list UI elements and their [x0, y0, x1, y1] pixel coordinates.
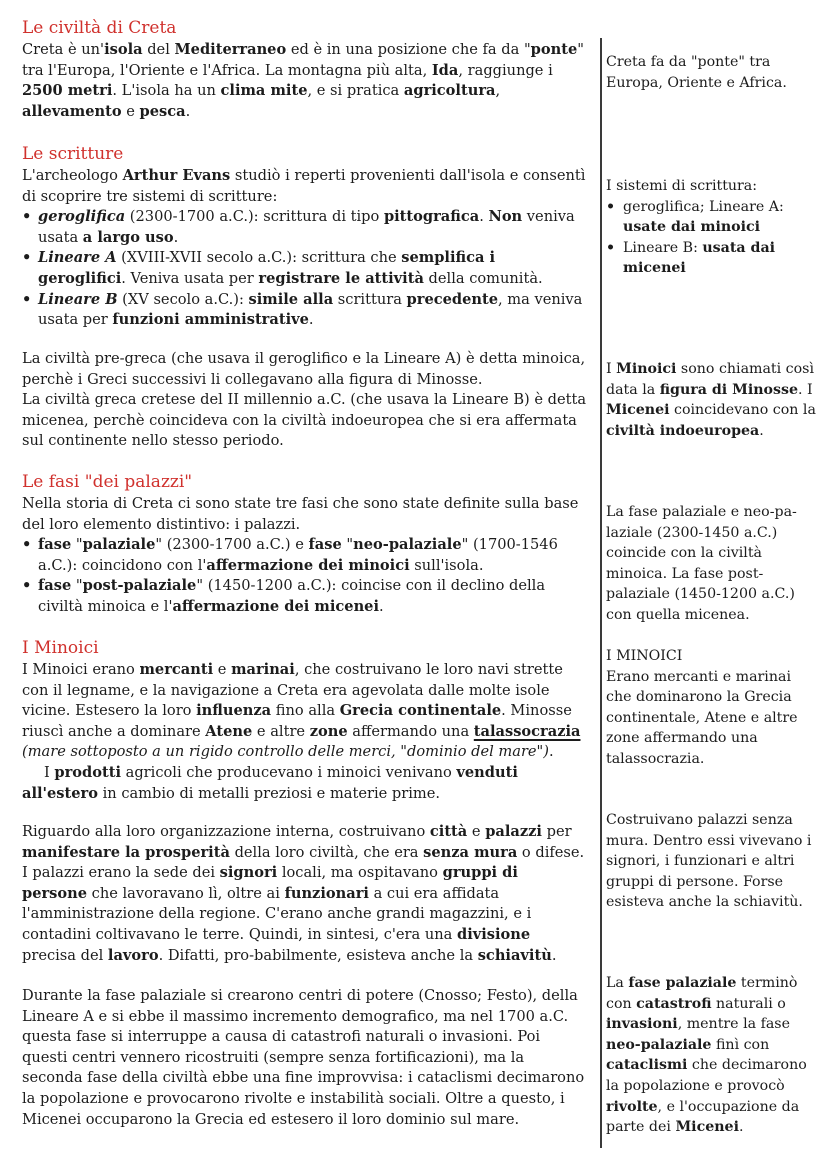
- bold-text: rivolte: [606, 1098, 658, 1115]
- section-fase-palaziale: [22, 986, 587, 1130]
- bold-italic-text: Lineare A: [38, 249, 117, 267]
- heading-minoici: I Minoici: [22, 638, 99, 658]
- bold-text: signori: [219, 864, 278, 882]
- bold-italic-text: Lineare B: [38, 290, 118, 308]
- column-divider: [600, 38, 602, 1148]
- fasi-intro: Nella storia di Creta ci sono state tre fasi che sono state definite sulla base del loro elemento distintivo: i palazzi.: [22, 495, 579, 533]
- bold-text: città: [429, 823, 468, 840]
- bold-text: manifestare la prosperità: [22, 843, 230, 861]
- bold-text: agricoltura: [403, 82, 496, 100]
- bold-text: neo-palaziale: [606, 1036, 712, 1053]
- bold-text: schiavitù: [477, 946, 552, 964]
- minoici-paragraph-4: Durante la fase palaziale si crearono centri di potere (Cnosso; Festo), della Lineare A e si ebbe il massimo incremento demografico, ma nel 1700 a.C. questa fase si interruppe a causa di catastrofi naturali o invasioni. Poi questi centri vennero ricostruiti (sempre senza fortificazioni), ma la seconda fase della civiltà ebbe una fine improvvisa: i cataclismi decimarono la popolazione e provocarono rivolte e instabilità sociali. Oltre a questo, i Micenei occuparono la Grecia ed estesero il loro dominio sul mare.: [22, 987, 585, 1128]
- side-note-text: La fase palaziale e neo-pa-laziale (2300-1450 a.C.) coincide con la civiltà minoica. La fase post-palaziale (1450-1200 a.C.) con quella micenea.: [606, 504, 797, 623]
- list-item-fase-palaziale: • fase "palaziale" (2300-1700 a.C.) e fase "neo-palaziale" (1700-1546 a.C.): coincidono con l'affermazione dei minoici sull'isola.: [22, 535, 587, 576]
- bold-text: simile alla: [248, 290, 334, 308]
- bold-text: civiltà indoeuropea: [606, 422, 760, 439]
- side-note-text: Creta fa da "ponte" tra Europa, Oriente e Africa.: [606, 54, 787, 91]
- bold-text: affermazione dei micenei: [172, 597, 380, 615]
- bold-text: funzionari: [284, 884, 369, 902]
- side-note-fasi: [606, 502, 818, 626]
- section-civilta: [22, 349, 587, 452]
- bold-text: usate dai minoici: [623, 219, 761, 236]
- bold-text: gruppi di persone: [22, 864, 518, 902]
- bold-text: a largo uso: [82, 228, 174, 246]
- side-note-text: Erano mercanti e marinai che dominarono la Grecia continentale, Atene e altre zone affermando una talassocrazia.: [606, 668, 798, 767]
- bold-text: fase: [38, 536, 72, 554]
- list-item-lineare-b: • Lineare B (XV secolo a.C.): simile alla scrittura precedente, ma veniva usata per funzioni amministrative.: [22, 290, 587, 331]
- bold-text: allevamento: [22, 102, 122, 120]
- heading-creta: Le civiltà di Creta: [22, 18, 177, 38]
- side-note-list: [606, 197, 818, 279]
- bold-text: mercanti: [139, 661, 214, 678]
- minoici-paragraph-2: I prodotti agricoli che producevano i minoici venivano venduti all'estero in cambio di metalli preziosi e materie prime.: [22, 763, 518, 802]
- side-list-item: • Lineare B: usata dai micenei: [606, 238, 818, 279]
- bold-text: prodotti: [54, 763, 121, 781]
- bold-text: cataclismi: [606, 1057, 688, 1074]
- list-item-geroglifica: • geroglifica (2300-1700 a.C.): scrittura di tipo pittografica. Non veniva usata a largo uso.: [22, 207, 587, 248]
- side-note-title: I MINOICI: [606, 648, 683, 664]
- bold-text: precedente: [406, 290, 499, 308]
- side-note-text: La fase palaziale terminò con catastrofi naturali o invasioni, mentre la fase neo-palaziale finì con cataclismi che decimarono la popolazione e provocò rivolte, e l'occupazione da parte dei Micenei.: [606, 975, 807, 1136]
- heading-fasi: Le fasi "dei palazzi": [22, 472, 193, 492]
- side-note-minosse: [606, 359, 818, 441]
- bold-text: registrare le attività: [258, 269, 424, 287]
- bold-text: Ida: [431, 61, 459, 79]
- bold-text: Atene: [205, 722, 253, 740]
- bold-text: fase palaziale: [628, 975, 737, 991]
- bold-text: zone: [309, 722, 348, 740]
- bold-text: isola: [104, 41, 143, 58]
- bold-italic-text: geroglifica: [38, 208, 126, 226]
- side-note-text: I Minoici sono chiamati così data la figura di Minosse. I Micenei coincidevano con la civiltà indoeuropea.: [606, 361, 816, 439]
- bold-text: figura di Minosse: [659, 381, 798, 398]
- bold-text: catastrofi: [636, 995, 712, 1012]
- scritture-list: [22, 207, 587, 331]
- bold-text: marinai: [231, 661, 295, 678]
- italic-text: (mare sottoposto a un rigido controllo delle merci, "dominio del mare"): [22, 743, 549, 761]
- bold-text: funzioni amministrative: [112, 311, 309, 329]
- bold-text: pittografica: [383, 208, 480, 226]
- bold-text: invasioni: [606, 1016, 678, 1033]
- bold-text: Arthur Evans: [122, 167, 231, 184]
- side-note-fine: [606, 973, 818, 1138]
- civilta-micenea-paragraph: La civiltà greca cretese del II millennio a.C. (che usava la Lineare B) è detta micenea, perchè coincideva con la civiltà indoeuropea che si era affermata sul continente nello stesso periodo.: [22, 391, 587, 450]
- bold-text: Mediterraneo: [174, 41, 287, 58]
- bold-text: senza mura: [423, 843, 518, 861]
- bold-text: palaziale: [82, 536, 156, 554]
- bold-text: usata dai micenei: [623, 239, 776, 277]
- bold-text: semplifica i geroglifici: [38, 249, 496, 287]
- bold-text: pesca: [139, 102, 186, 120]
- bold-text: neo-palaziale: [353, 536, 462, 554]
- minoici-paragraph-1: I Minoici erano mercanti e marinai, che costruivano le loro navi strette con il legname, e la navigazione a Creta era agevolata dalle molte isole vicine. Estesero la loro influenza fino alla Grecia continentale. Minosse riuscì anche a dominare Atene e altre zone affermando una talassocrazia (mare sottoposto a un rigido controllo delle merci, "dominio del mare").: [22, 661, 581, 761]
- bold-text: Grecia continentale: [339, 702, 502, 720]
- civilta-minoica-paragraph: La civiltà pre-greca (che usava il geroglifico e la Lineare A) è detta minoica, perchè i Greci successivi li collegavano alla figura di Minosse.: [22, 350, 586, 388]
- side-note-minoici: [606, 646, 818, 770]
- bold-text: Minoici: [616, 361, 677, 377]
- list-item-fase-post-palaziale: • fase "post-palaziale" (1450-1200 a.C.): coincise con il declino della civiltà minoica e l'affermazione dei micenei.: [22, 576, 587, 617]
- fasi-list: [22, 535, 587, 617]
- scritture-intro: L'archeologo Arthur Evans studiò i reperti provenienti dall'isola e consentì di scoprire tre sistemi di scritture:: [22, 167, 586, 205]
- creta-paragraph: Creta è un'isola del Mediterraneo ed è in una posizione che fa da "ponte" tra l'Europa, l'Oriente e l'Africa. La montagna più alta, Ida, raggiunge i 2500 metri. L'isola ha un clima mite, e si pratica agricoltura, allevamento e pesca.: [22, 41, 584, 120]
- section-minoici: [22, 637, 587, 804]
- section-organizzazione: [22, 822, 587, 966]
- bold-text: Micenei: [606, 402, 670, 419]
- bold-text: lavoro: [107, 946, 159, 964]
- list-item-lineare-a: • Lineare A (XVIII-XVII secolo a.C.): scrittura che semplifica i geroglifici. Veniva usata per registrare le attività della comunità.: [22, 248, 587, 289]
- bold-text: Non: [488, 208, 523, 226]
- side-note-scritture: [606, 176, 818, 279]
- bold-text: clima mite: [220, 82, 308, 100]
- underlined-text: talassocrazia: [473, 722, 581, 740]
- minoici-paragraph-3: Riguardo alla loro organizzazione interna, costruivano città e palazzi per manifestare la prosperità della loro civiltà, che era senza mura o difese. I palazzi erano la sede dei signori locali, ma ospitavano gruppi di persone che lavoravano lì, oltre ai funzionari a cui era affidata l'amministrazione della regione. C'erano anche grandi magazzini, e i contadini coltivavano le terre. Quindi, in sintesi, c'era una divisione precisa del lavoro. Difatti, pro-babilmente, esisteva anche la schiavitù.: [22, 823, 585, 964]
- bold-text: affermazione dei minoici: [206, 556, 410, 574]
- bold-text: post-palaziale: [82, 577, 197, 595]
- side-note-text: Costruivano palazzi senza mura. Dentro essi vivevano i signori, i funzionari e altri gruppi di persone. Forse esisteva anche la schiavitù.: [606, 812, 812, 911]
- side-note-ponte: [606, 52, 818, 93]
- side-note-intro: I sistemi di scrittura:: [606, 178, 758, 194]
- heading-scritture: Le scritture: [22, 144, 124, 164]
- bold-text: ponte: [530, 41, 578, 58]
- bold-text: Micenei: [675, 1119, 739, 1136]
- bold-text: palazzi: [485, 823, 542, 840]
- bold-text: influenza: [196, 702, 272, 720]
- bold-text: divisione: [457, 925, 531, 943]
- side-list-item: • geroglifica; Lineare A: usate dai minoici: [606, 197, 818, 238]
- section-creta: [22, 17, 587, 122]
- section-fasi: [22, 471, 587, 618]
- side-note-palazzi: [606, 810, 818, 913]
- bold-text: 2500 metri: [22, 82, 113, 100]
- bold-text: fase: [38, 577, 72, 595]
- bold-text: fase: [308, 536, 342, 554]
- section-scritture: [22, 143, 587, 331]
- bold-text: venduti all'estero: [22, 763, 518, 802]
